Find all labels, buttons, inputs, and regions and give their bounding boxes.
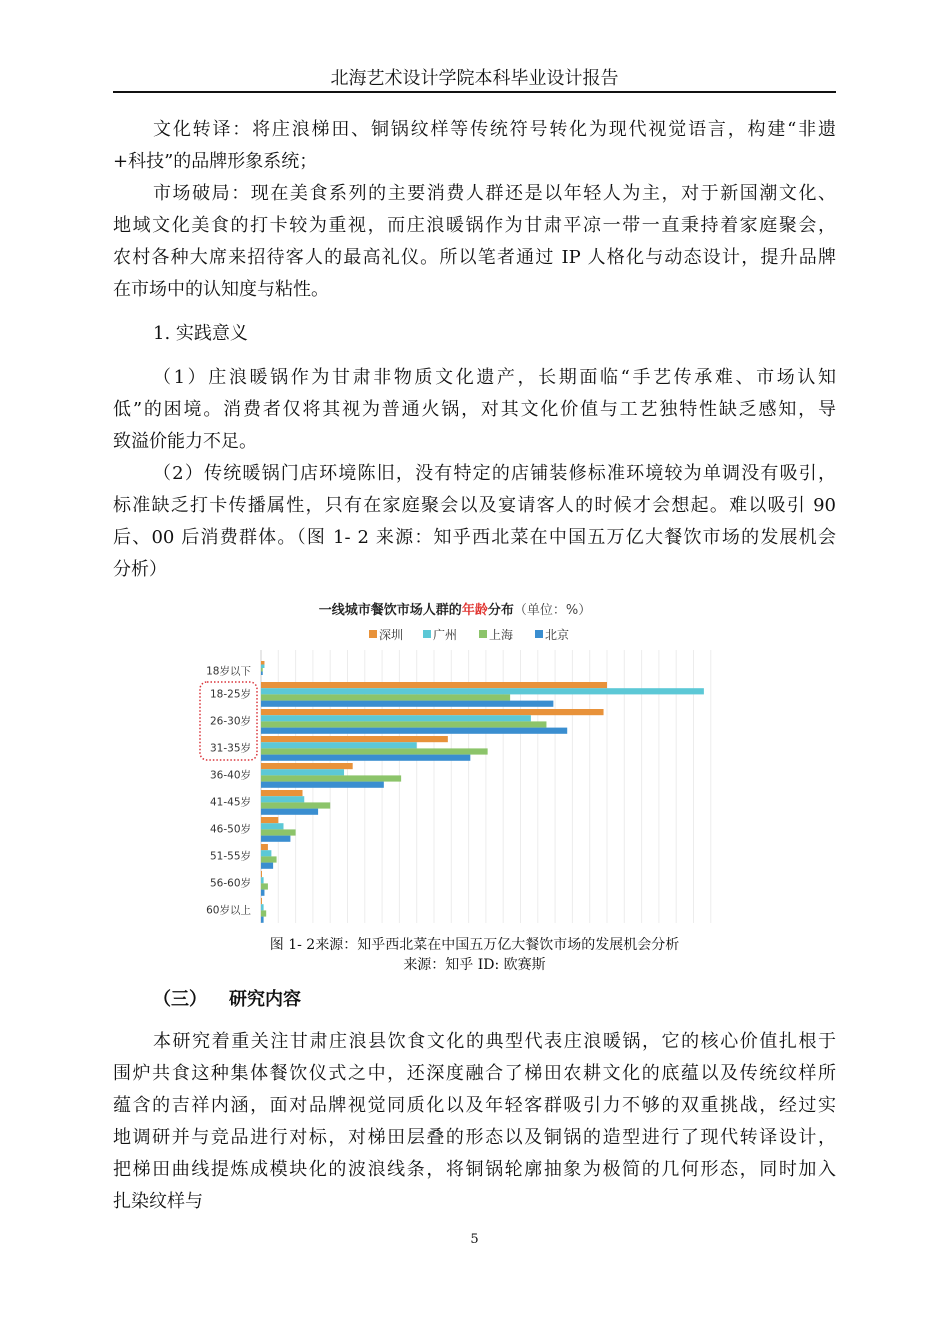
bar-广州-56-60岁 bbox=[261, 877, 264, 883]
bar-北京-60岁以上 bbox=[261, 917, 264, 923]
category-label: 56-60岁 bbox=[209, 877, 251, 890]
legend-swatch bbox=[535, 630, 543, 638]
category-label: 18-25岁 bbox=[209, 688, 251, 701]
paragraph-line: 在市场中的认知度与粘性。 bbox=[113, 279, 329, 300]
bar-广州-26-30岁 bbox=[261, 715, 531, 721]
category-label: 36-40岁 bbox=[209, 769, 251, 782]
figure-caption: 图 1- 2来源：知乎西北菜在中国五万亿大餐饮市场的发展机会分析 bbox=[269, 937, 680, 953]
paragraph-line: 农村各种大席来招待客人的最高礼仪。所以笔者通过 IP 人格化与动态设计，提升品牌 bbox=[113, 247, 836, 268]
page-number: 5 bbox=[470, 1232, 479, 1247]
bar-广州-46-50岁 bbox=[261, 823, 283, 829]
bar-深圳-18岁以下 bbox=[261, 661, 264, 665]
bar-深圳-41-45岁 bbox=[261, 790, 303, 796]
legend-swatch bbox=[479, 630, 487, 638]
bar-深圳-60岁以上 bbox=[261, 898, 262, 904]
bar-上海-26-30岁 bbox=[261, 721, 546, 727]
bar-深圳-51-55岁 bbox=[261, 844, 268, 850]
paragraph-line: 后、00 后消费群体。（图 1- 2 来源：知乎西北菜在中国五万亿大餐饮市场的发展机会 bbox=[113, 527, 836, 548]
figure-source: 来源：知乎 ID: 欧赛斯 bbox=[403, 957, 546, 973]
bar-上海-41-45岁 bbox=[261, 802, 330, 808]
paragraph-line: 地调研并与竞品进行对标，对梯田层叠的形态以及铜锅的造型进行了现代转译设计， bbox=[113, 1127, 836, 1148]
bar-广州-51-55岁 bbox=[261, 850, 271, 856]
bar-广州-41-45岁 bbox=[261, 796, 304, 802]
bar-深圳-31-35岁 bbox=[261, 736, 448, 742]
age-distribution-chart bbox=[195, 595, 715, 925]
bar-上海-56-60岁 bbox=[261, 883, 268, 889]
bar-上海-18-25岁 bbox=[261, 694, 510, 700]
bar-广州-31-35岁 bbox=[261, 742, 417, 748]
bar-北京-46-50岁 bbox=[261, 836, 290, 842]
category-label: 18岁以下 bbox=[206, 665, 251, 678]
paragraph-line: 围炉共食这种集体餐饮仪式之中，还深度融合了梯田农耕文化的底蕴以及传统纹样所 bbox=[113, 1063, 836, 1084]
running-header: 北海艺术设计学院本科毕业设计报告 bbox=[330, 68, 619, 89]
chart-title-part: 年龄 bbox=[461, 603, 488, 618]
section-heading-research-content bbox=[153, 985, 323, 1011]
category-label: 31-35岁 bbox=[209, 742, 251, 755]
legend-label: 北京 bbox=[545, 628, 570, 642]
paragraph-line: 致溢价能力不足。 bbox=[113, 431, 257, 452]
bar-上海-31-35岁 bbox=[261, 748, 488, 754]
bar-北京-18岁以下 bbox=[261, 672, 263, 676]
category-label: 51-55岁 bbox=[209, 850, 251, 863]
bar-深圳-18-25岁 bbox=[261, 682, 607, 688]
bar-北京-31-35岁 bbox=[261, 755, 470, 761]
paragraph-line: 低”的困境。消费者仅将其视为普通火锅，对其文化价值与工艺独特性缺乏感知，导 bbox=[113, 399, 836, 420]
legend-swatch bbox=[423, 630, 431, 638]
legend-label: 深圳 bbox=[379, 628, 404, 642]
paragraph-line: 标准缺乏打卡传播属性，只有在家庭聚会以及宴请客人的时候才会想起。难以吸引 90 bbox=[113, 495, 836, 516]
paragraph-line: 文化转译：将庄浪梯田、铜锅纹样等传统符号转化为现代视觉语言，构建“非遗 bbox=[153, 119, 836, 140]
chart-title-part: 分布 bbox=[487, 603, 514, 618]
bar-上海-51-55岁 bbox=[261, 856, 277, 862]
chart-title-part: 一线城市餐饮市场人群的 bbox=[318, 603, 462, 618]
chart-title-part: （单位：%） bbox=[513, 603, 592, 618]
category-label: 41-45岁 bbox=[209, 796, 251, 809]
bar-上海-36-40岁 bbox=[261, 775, 401, 781]
heading-text: 研究内容 bbox=[229, 989, 301, 1010]
bar-广州-18岁以下 bbox=[261, 665, 264, 669]
chart-title bbox=[319, 602, 591, 618]
bar-深圳-56-60岁 bbox=[261, 871, 262, 877]
category-label: 46-50岁 bbox=[209, 823, 251, 836]
header-rule bbox=[113, 91, 836, 93]
bar-北京-18-25岁 bbox=[261, 701, 553, 707]
paragraph-line: 本研究着重关注甘肃庄浪县饮食文化的典型代表庄浪暖锅，它的核心价值扎根于 bbox=[153, 1031, 836, 1052]
legend-label: 上海 bbox=[489, 628, 514, 642]
legend-swatch bbox=[369, 630, 377, 638]
bar-北京-56-60岁 bbox=[261, 890, 264, 896]
category-label: 60岁以上 bbox=[206, 904, 251, 917]
bar-广州-60岁以上 bbox=[261, 904, 264, 910]
paragraph-line: +科技”的品牌形象系统； bbox=[113, 151, 318, 172]
paragraph-line: 地域文化美食的打卡较为重视，而庄浪暖锅作为甘肃平凉一带一直秉持着家庭聚会， bbox=[113, 215, 836, 236]
paragraph-line: （1）庄浪暖锅作为甘肃非物质文化遗产，长期面临“手艺传承难、市场认知 bbox=[153, 367, 836, 388]
bar-北京-41-45岁 bbox=[261, 809, 318, 815]
paragraph-line: 把梯田曲线提炼成模块化的波浪线条，将铜锅轮廓抽象为极简的几何形态，同时加入 bbox=[113, 1159, 836, 1180]
bar-上海-60岁以上 bbox=[261, 910, 266, 916]
bar-深圳-26-30岁 bbox=[261, 709, 604, 715]
bar-北京-26-30岁 bbox=[261, 728, 567, 734]
bar-广州-36-40岁 bbox=[261, 769, 344, 775]
bar-深圳-46-50岁 bbox=[261, 817, 278, 823]
legend-label: 广州 bbox=[433, 628, 458, 642]
bar-广州-18-25岁 bbox=[261, 688, 704, 694]
bar-北京-36-40岁 bbox=[261, 782, 384, 788]
bar-上海-18岁以下 bbox=[261, 668, 263, 672]
bar-上海-46-50岁 bbox=[261, 829, 296, 835]
paragraph-line: 扎染纹样与 bbox=[113, 1191, 203, 1212]
subheading-practice-significance: 1. 实践意义 bbox=[153, 323, 248, 344]
category-label: 26-30岁 bbox=[209, 715, 251, 728]
bar-北京-51-55岁 bbox=[261, 863, 273, 869]
paragraph-line: 分析） bbox=[113, 559, 167, 580]
paragraph-line: （2）传统暖锅门店环境陈旧，没有特定的店铺装修标准环境较为单调没有吸引， bbox=[153, 463, 836, 484]
heading-number: （三） bbox=[153, 989, 207, 1010]
paragraph-line: 蕴含的吉祥内涵，面对品牌视觉同质化以及年轻客群吸引力不够的双重挑战，经过实 bbox=[113, 1095, 836, 1116]
bar-深圳-36-40岁 bbox=[261, 763, 353, 769]
paragraph-line: 市场破局：现在美食系列的主要消费人群还是以年轻人为主，对于新国潮文化、 bbox=[153, 183, 836, 204]
